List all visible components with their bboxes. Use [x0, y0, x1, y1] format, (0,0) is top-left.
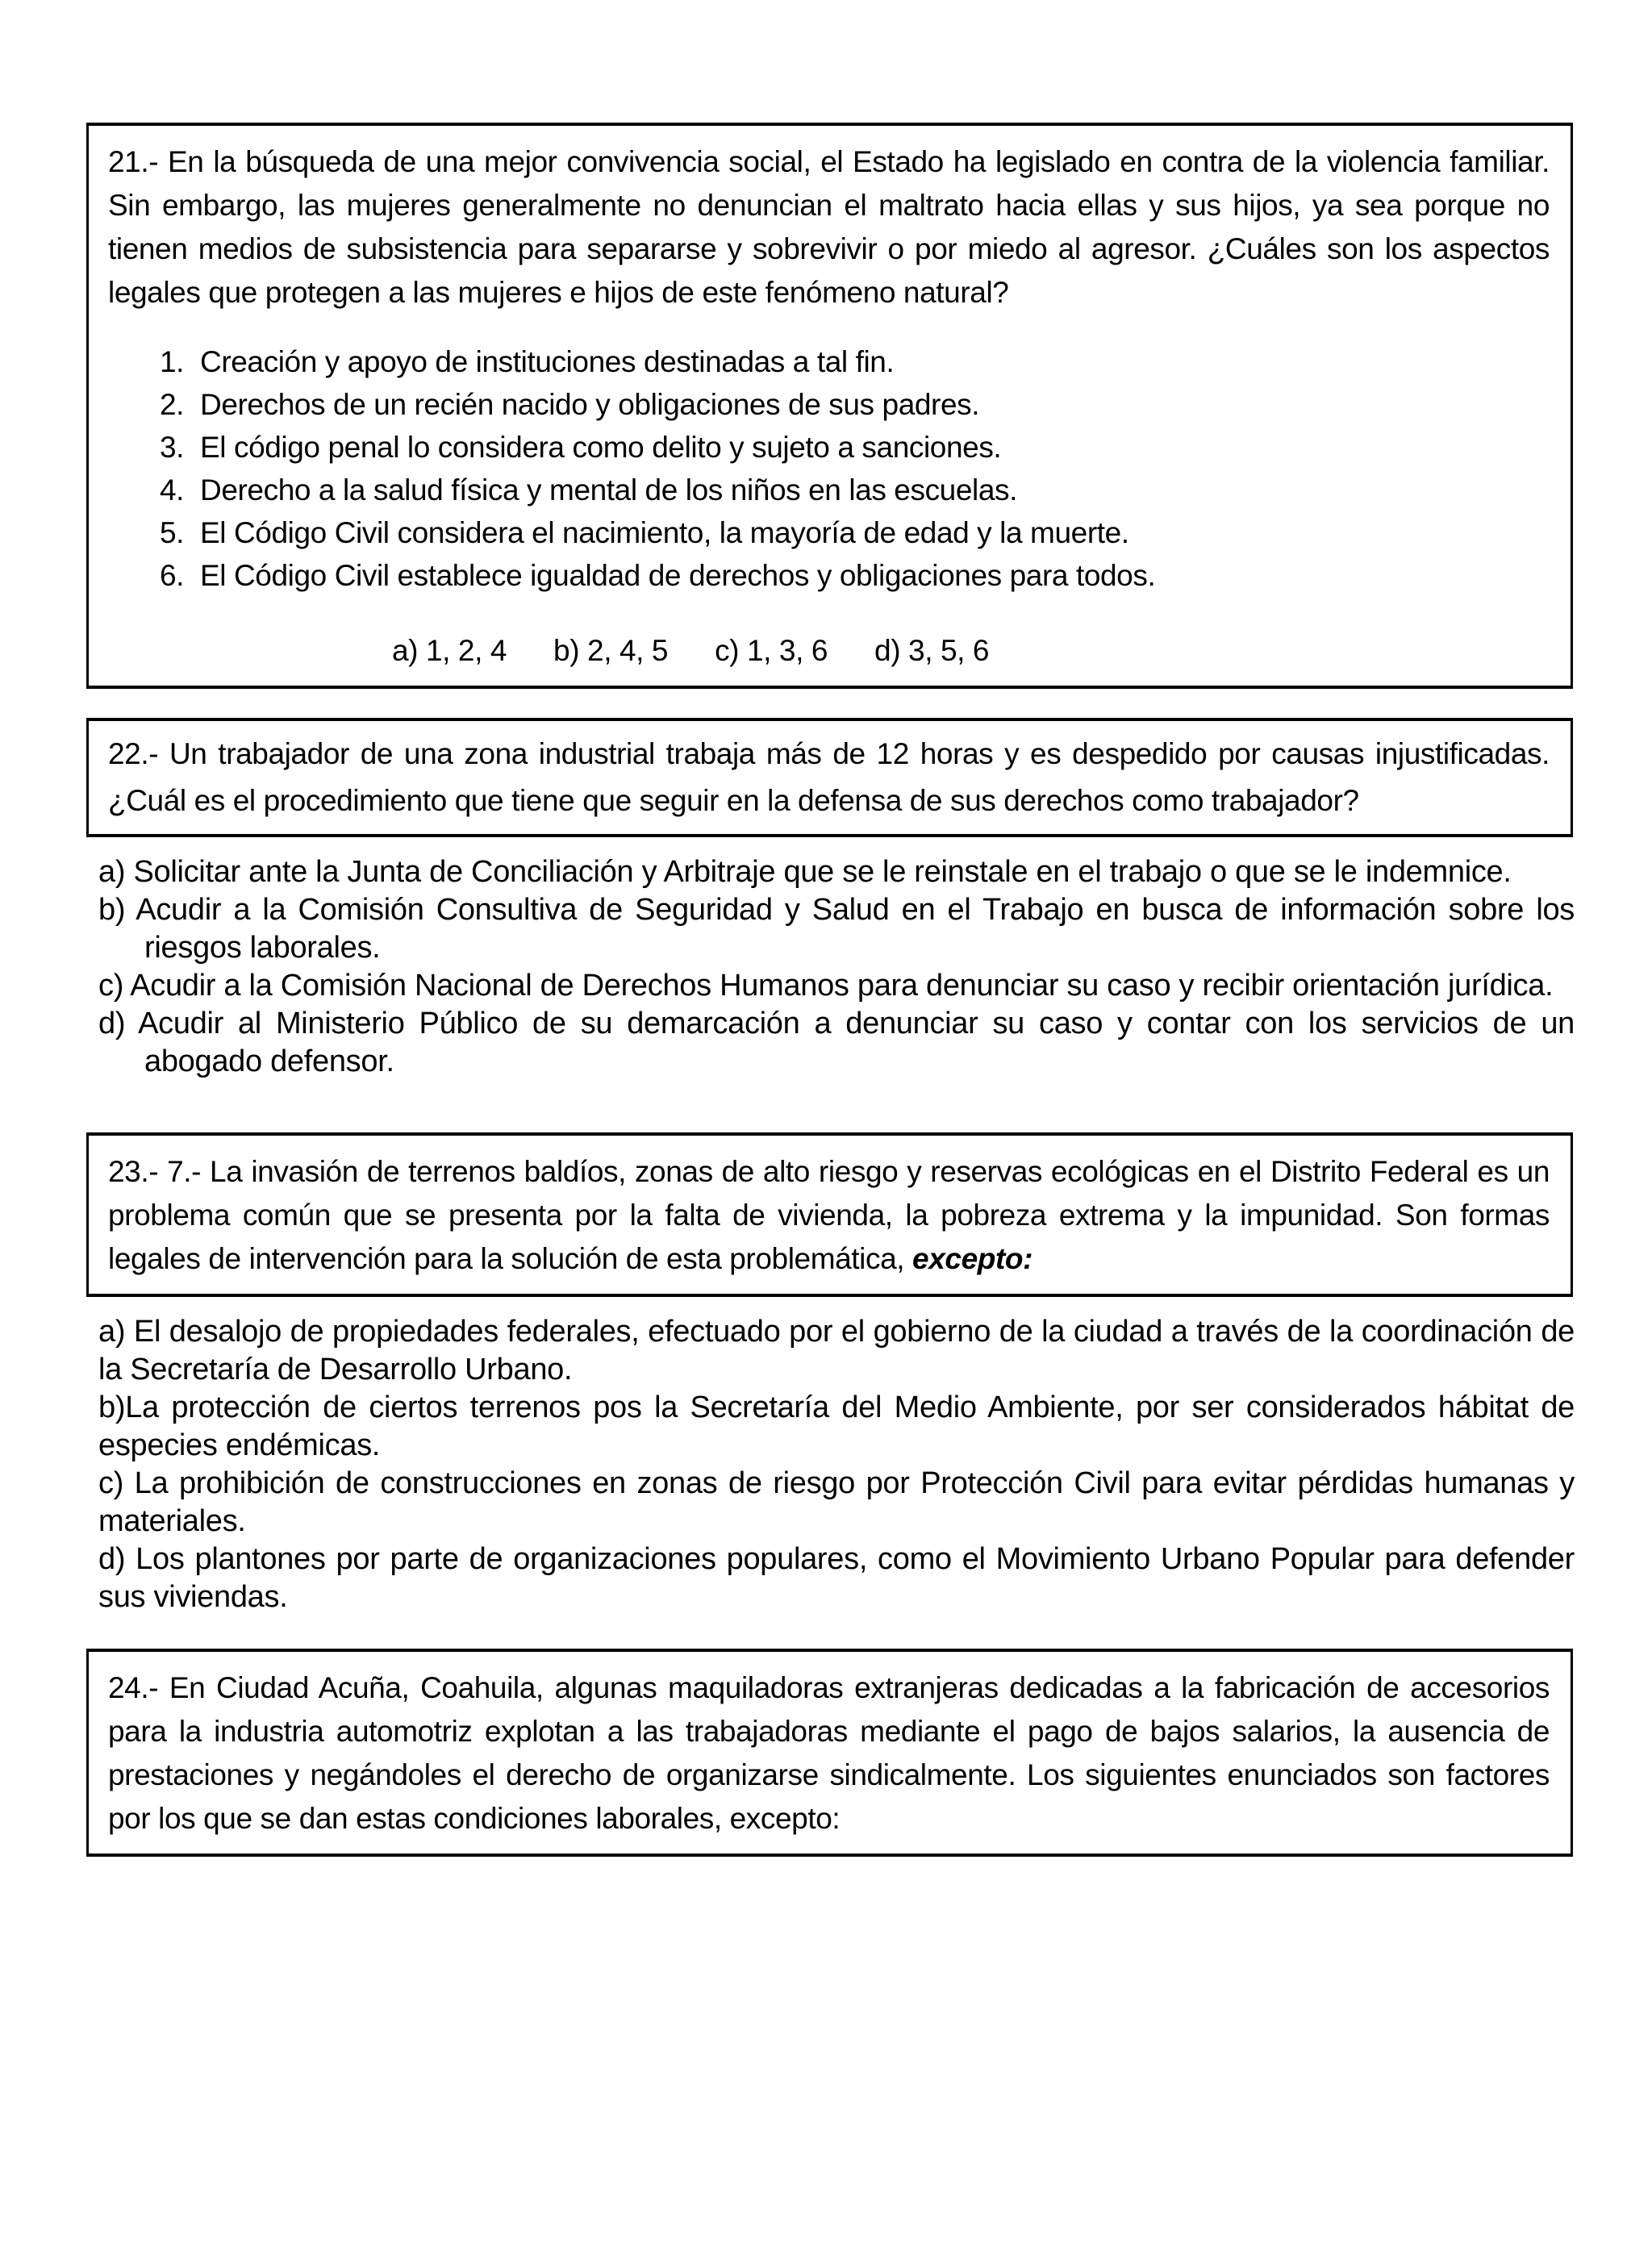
list-item-number: 4. [160, 473, 185, 507]
question-22-options [98, 853, 1575, 1081]
question-23-emphasis-excepto: excepto: [912, 1242, 1033, 1275]
answer-choice-a: a) 1, 2, 4 [392, 634, 507, 667]
question-24-text: 24.- En Ciudad Acuña, Coahuila, algunas maquiladoras extranjeras dedicadas a la fabricación de accesorios para la industria automotriz explotan a las trabajadoras mediante el pago de bajos salarios, la ausencia de prestaciones y negándoles el derecho de organizarse sindicalmente. Los siguientes enunciados son factores por los que se dan estas condiciones laborales, excepto: [108, 1671, 1550, 1835]
question-21-numbered-list [160, 340, 1550, 597]
question-box-22 [86, 718, 1573, 837]
option-c: c) Acudir a la Comisión Nacional de Derechos Humanos para denunciar su caso y recibir orientación jurídica. [98, 969, 1554, 1003]
question-box-21 [86, 123, 1573, 689]
option-b: b)La protección de ciertos terrenos pos la Secretaría del Medio Ambiente, por ser considerados hábitat de especies endémicas. [98, 1391, 1575, 1462]
option-d: d) Acudir al Ministerio Público de su demarcación a denunciar su caso y contar con los servicios de un abogado defensor. [98, 1007, 1575, 1078]
question-box-23 [86, 1132, 1573, 1297]
list-item [160, 383, 1550, 426]
list-item-text: El Código Civil considera el nacimiento, la mayoría de edad y la muerte. [200, 516, 1129, 549]
answer-choice-c: c) 1, 3, 6 [715, 634, 828, 667]
list-item [160, 511, 1550, 554]
list-item [160, 554, 1550, 597]
list-item-text: Derecho a la salud física y mental de los niños en las escuelas. [200, 473, 1018, 507]
answer-choices-row [392, 629, 1550, 673]
list-item-number: 2. [160, 388, 185, 421]
question-22-text: 22.- Un trabajador de una zona industrial trabaja más de 12 horas y es despedido por causas injustificadas. ¿Cuál es el procedimiento que tiene que seguir en la defensa de sus derechos como trabajador? [108, 737, 1550, 817]
list-item [160, 426, 1550, 469]
answer-choice-b: b) 2, 4, 5 [553, 634, 669, 667]
list-item-number: 3. [160, 431, 185, 464]
list-item-text: El Código Civil establece igualdad de derechos y obligaciones para todos. [200, 559, 1156, 592]
option-a: a) El desalojo de propiedades federales, efectuado por el gobierno de la ciudad a través de la coordinación de la Secretaría de Desarrollo Urbano. [98, 1315, 1575, 1386]
option-d: d) Los plantones por parte de organizaciones populares, como el Movimiento Urbano Popular para defender sus viviendas. [98, 1542, 1575, 1614]
question-21-text: 21.- En la búsqueda de una mejor convivencia social, el Estado ha legislado en contra de la violencia familiar. Sin embargo, las mujeres generalmente no denuncian el maltrato hacia ellas y sus hijos, ya sea porque no tienen medios de subsistencia para separarse y sobrevivir o por miedo al agresor. ¿Cuáles son los aspectos legales que protegen a las mujeres e hijos de este fenómeno natural? [108, 145, 1550, 309]
option-b: b) Acudir a la Comisión Consultiva de Seguridad y Salud en el Trabajo en busca de información sobre los riesgos laborales. [98, 893, 1575, 965]
question-23-main-text: 23.- 7.- La invasión de terrenos baldíos, zonas de alto riesgo y reservas ecológicas en el Distrito Federal es un problema común que se presenta por la falta de vivienda, la pobreza extrema y la impunidad. Son formas legales de intervención para la solución de esta problemática, [108, 1155, 1550, 1275]
option-a: a) Solicitar ante la Junta de Conciliación y Arbitraje que se le reinstale en el trabajo o que se le indemnice. [98, 855, 1512, 889]
list-item-text: Creación y apoyo de instituciones destinadas a tal fin. [200, 345, 895, 378]
list-item-text: El código penal lo considera como delito y sujeto a sanciones. [200, 431, 1002, 464]
list-item-text: Derechos de un recién nacido y obligaciones de sus padres. [200, 388, 980, 421]
question-23-options [98, 1313, 1575, 1616]
question-box-24 [86, 1649, 1573, 1857]
question-23-text [108, 1150, 1550, 1281]
list-item-number: 1. [160, 345, 185, 378]
list-item [160, 469, 1550, 511]
answer-choice-d: d) 3, 5, 6 [874, 634, 990, 667]
list-item [160, 340, 1550, 383]
option-c: c) La prohibición de construcciones en zonas de riesgo por Protección Civil para evitar pérdidas humanas y materiales. [98, 1466, 1575, 1538]
exam-page [0, 123, 1652, 2260]
exam-document-page [0, 123, 1652, 2260]
list-item-number: 5. [160, 516, 185, 549]
list-item-number: 6. [160, 559, 185, 592]
